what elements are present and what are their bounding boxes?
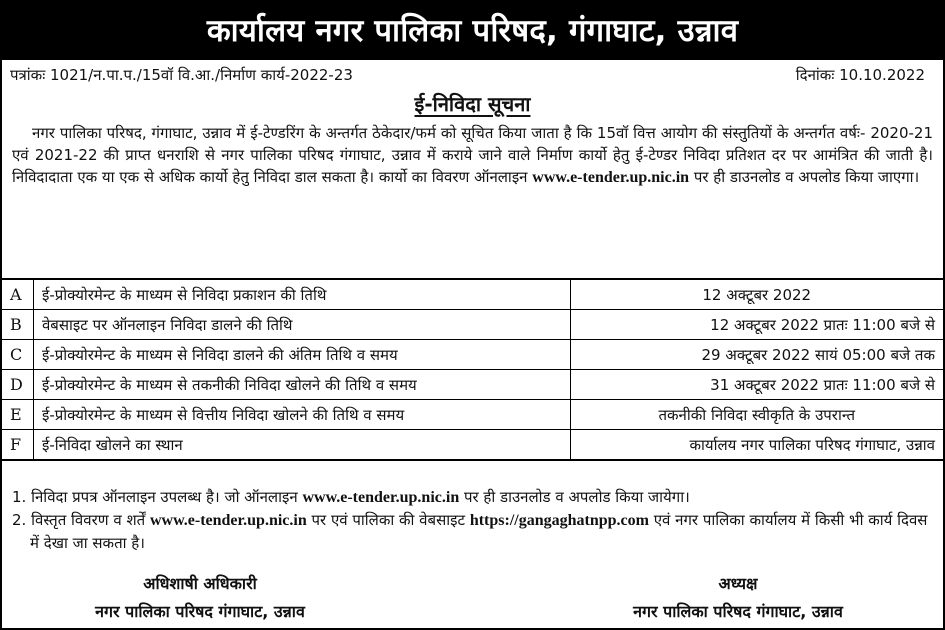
letter-number: पत्रांकः 1021/न.पा.प./15वॉ वि.आ./निर्माण कार्य-2022-23 <box>10 66 353 84</box>
row-letter: B <box>2 310 33 340</box>
schedule-row <box>2 310 943 340</box>
row-value: 12 अक्टूबर 2022 प्रातः 11:00 बजे से <box>570 310 943 340</box>
intro-website-link[interactable]: www.e-tender.up.nic.in <box>532 169 690 186</box>
intro-paragraph <box>12 122 933 189</box>
note-text-after: पर ही डाउनलोड व अपलोड किया जायेगा। <box>464 488 690 506</box>
schedule-row <box>2 430 943 461</box>
row-letter: A <box>2 279 33 310</box>
row-value: 31 अक्टूबर 2022 प्रातः 11:00 बजे से <box>570 370 943 400</box>
row-value: तकनीकी निविदा स्वीकृति के उपरान्त <box>570 400 943 430</box>
signatory-designation: अध्यक्ष <box>718 574 758 593</box>
signatory-office: नगर पालिका परिषद गंगाघाट, उन्नाव <box>633 602 843 621</box>
note-text-middle: पर एवं पालिका की वेबसाइट <box>311 511 466 529</box>
note-text-after: एवं नगर पालिका कार्यालय में किसी भी कार्य दिवस में देखा जा सकता है। <box>30 511 928 552</box>
chairperson-signature <box>578 570 898 626</box>
notice-title <box>2 90 943 118</box>
row-label: ई-प्रोक्योरमेन्ट के माध्यम से वित्तीय निविदा खोलने की तिथि व समय <box>33 400 570 430</box>
note-website-link[interactable]: www.e-tender.up.nic.in <box>149 512 307 529</box>
notes-section <box>12 486 932 554</box>
row-letter: F <box>2 430 33 461</box>
row-letter: C <box>2 340 33 370</box>
row-label: ई-प्रोक्योरमेन्ट के माध्यम से निविदा डालने की अंतिम तिथि व समय <box>33 340 570 370</box>
note-number: 1. <box>12 488 27 506</box>
schedule-table <box>2 278 943 461</box>
row-value: कार्यालय नगर पालिका परिषद गंगाघाट, उन्नाव <box>570 430 943 461</box>
intro-text-after: पर ही डाउनलोड व अपलोड किया जाएगा। <box>693 168 920 186</box>
signatory-designation: अधिशाषी अधिकारी <box>143 574 257 593</box>
row-value: 29 अक्टूबर 2022 सायं 05:00 बजे तक <box>570 340 943 370</box>
schedule-row <box>2 370 943 400</box>
note-item <box>12 486 932 509</box>
reference-row <box>2 60 943 90</box>
note-text-before: विस्तृत विवरण व शर्तें <box>31 511 146 529</box>
row-value: 12 अक्टूबर 2022 <box>570 279 943 310</box>
signature-section <box>2 570 943 628</box>
schedule-row <box>2 400 943 430</box>
note-number: 2. <box>12 511 27 529</box>
signatory-office: नगर पालिका परिषद गंगाघाट, उन्नाव <box>95 602 305 621</box>
note-website-link[interactable]: www.e-tender.up.nic.in <box>302 489 460 506</box>
executive-officer-signature <box>30 570 370 626</box>
row-label: ई-निविदा खोलने का स्थान <box>33 430 570 461</box>
row-label: ई-प्रोक्योरमेन्ट के माध्यम से निविदा प्रकाशन की तिथि <box>33 279 570 310</box>
schedule-row <box>2 279 943 310</box>
row-label: ई-प्रोक्योरमेन्ट के माध्यम से तकनीकी निविदा खोलने की तिथि व समय <box>33 370 570 400</box>
notice-title-text: ई-निविदा सूचना <box>414 92 531 116</box>
schedule-row <box>2 340 943 370</box>
row-label: वेबसाइट पर ऑनलाइन निविदा डालने की तिथि <box>33 310 570 340</box>
intro-text-before: नगर पालिका परिषद, गंगाघाट, उन्नाव में ई-टेण्डरिंग के अन्तर्गत ठेकेदार/फर्म को सूचित किया जाता है कि 15वॉ वित्त आयोग की संस्तुतियों के अन्तर्गत वर्षः- 2020-21 एवं 2021-22 की प्राप्त धनराशि से नगर पालिका परिषद गंगाघाट, उन्नाव में कराये जाने वाले निर्माण कार्यो हेतु ई-टेण्डर निविदा प्रतिशत दर पर आमंत्रित की जाती है। निविदादाता एक या एक से अधिक कार्यो हेतु निविदा डाल सकता है। कार्यो का विवरण ऑनलाइन <box>12 124 933 186</box>
municipal-website-link[interactable]: https://gangaghatnpp.com <box>469 512 649 529</box>
notice-date: दिनांकः 10.10.2022 <box>795 66 925 84</box>
office-header: कार्यालय नगर पालिका परिषद, गंगाघाट, उन्नाव <box>2 2 943 60</box>
row-letter: D <box>2 370 33 400</box>
note-text-before: निविदा प्रपत्र ऑनलाइन उपलब्ध है। जो ऑनलाइन <box>31 488 298 506</box>
row-letter: E <box>2 400 33 430</box>
note-item <box>12 509 932 554</box>
